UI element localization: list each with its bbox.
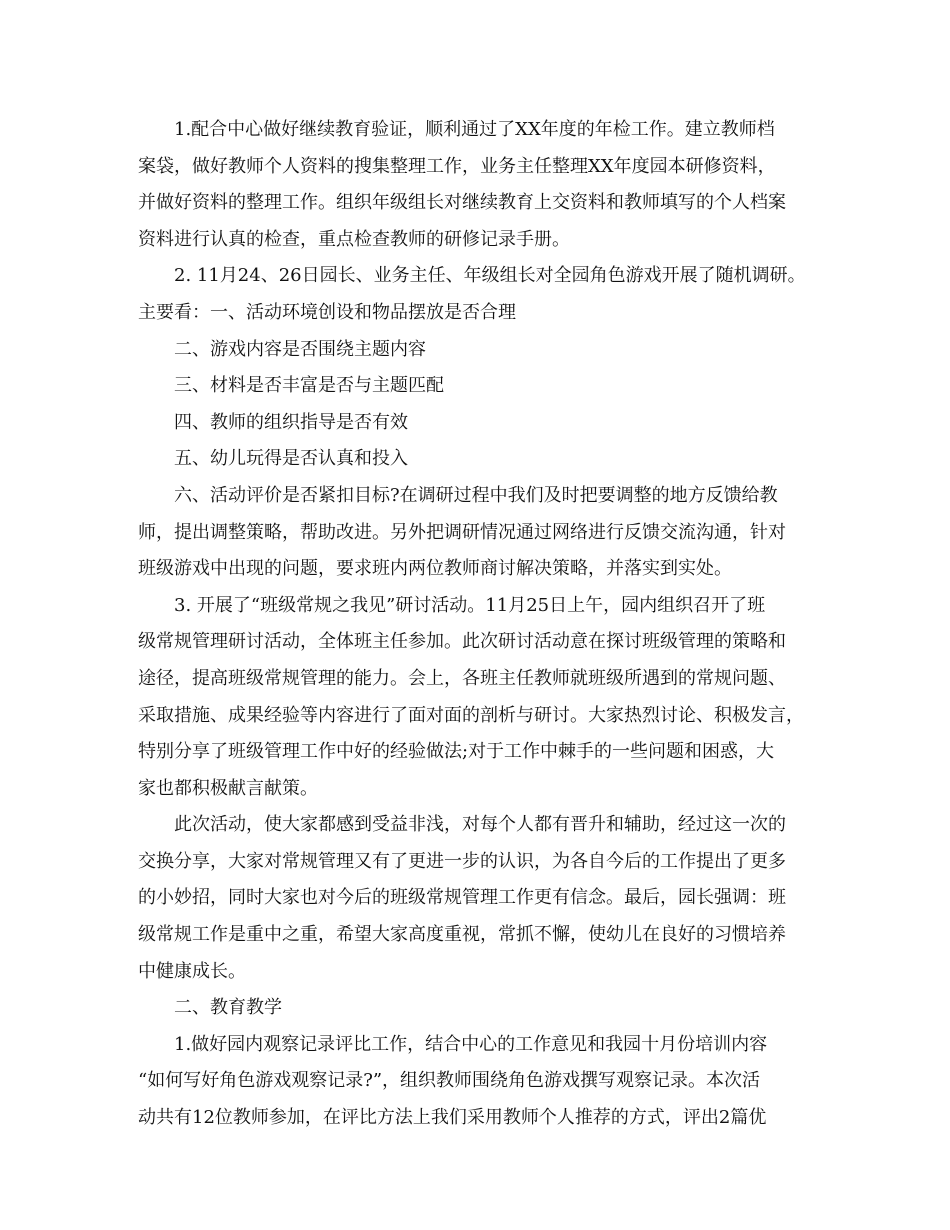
- text-line: 二、游戏内容是否围绕主题内容: [174, 338, 426, 360]
- text-line: 师，提出调整策略，帮助改进。另外把调研情况通过网络进行反馈交流沟通，针对: [138, 521, 786, 543]
- text-line: 并做好资料的整理工作。组织年级组长对继续教育上交资料和教师填写的个人档案: [138, 192, 786, 214]
- text-line: 动共有12位教师参加，在评比方法上我们采用教师个人推荐的方式，评出2篇优: [138, 1107, 767, 1129]
- text-line: 交换分享，大家对常规管理又有了更进一步的认识，为各自今后的工作提出了更多: [138, 850, 786, 872]
- text-line: 五、幼儿玩得是否认真和投入: [174, 448, 408, 470]
- text-line: 二、教育教学: [174, 997, 282, 1019]
- text-line: 中健康成长。: [138, 960, 246, 982]
- text-line: 此次活动，使大家都感到受益非浅，对每个人都有晋升和辅助，经过这一次的: [174, 814, 786, 836]
- text-line: 采取措施、成果经验等内容进行了面对面的剖析与研讨。大家热烈讨论、积极发言，: [138, 704, 804, 726]
- text-line: 2. 11月24、26日园长、业务主任、年级组长对全园角色游戏开展了随机调研。: [174, 265, 806, 287]
- text-line: 三、材料是否丰富是否与主题匹配: [174, 375, 444, 397]
- document-page: [138, 112, 828, 1137]
- text-line: 家也都积极献言献策。: [138, 777, 318, 799]
- text-line: 六、活动评价是否紧扣目标?在调研过程中我们及时把要调整的地方反馈给教: [174, 484, 778, 506]
- text-line: 3. 开展了“班级常规之我见”研讨活动。11月25日上午，园内组织召开了班: [174, 594, 766, 616]
- text-line: 班级游戏中出现的问题，要求班内两位教师商讨解决策略，并落实到实处。: [138, 558, 732, 580]
- text-line: 途径，提高班级常规管理的能力。会上，各班主任教师就班级所遇到的常规问题、: [138, 667, 786, 689]
- text-line: 1.配合中心做好继续教育验证，顺利通过了XX年度的年检工作。建立教师档: [174, 119, 775, 140]
- text-line: 特别分享了班级管理工作中好的经验做法;对于工作中棘手的一些问题和困惑，大: [138, 741, 775, 763]
- text-line: 的小妙招，同时大家也对今后的班级常规管理工作更有信念。最后，园长强调：班: [138, 887, 786, 909]
- text-line: 资料进行认真的检查，重点检查教师的研修记录手册。: [138, 228, 570, 250]
- text-line: “如何写好角色游戏观察记录?”，组织教师围绕角色游戏撰写观察记录。本次活: [138, 1070, 761, 1092]
- text-line: 1.做好园内观察记录评比工作，结合中心的工作意见和我园十月份培训内容: [174, 1033, 768, 1055]
- text-line: 四、教师的组织指导是否有效: [174, 411, 408, 433]
- text-line: 级常规工作是重中之重，希望大家高度重视，常抓不懈，使幼儿在良好的习惯培养: [138, 924, 786, 946]
- text-line: 主要看：一、活动环境创设和物品摆放是否合理: [138, 301, 516, 323]
- text-line: 级常规管理研讨活动，全体班主任参加。此次研讨活动意在探讨班级管理的策略和: [138, 631, 786, 653]
- text-line: 案袋，做好教师个人资料的搜集整理工作，业务主任整理XX年度园本研修资料，: [138, 155, 776, 177]
